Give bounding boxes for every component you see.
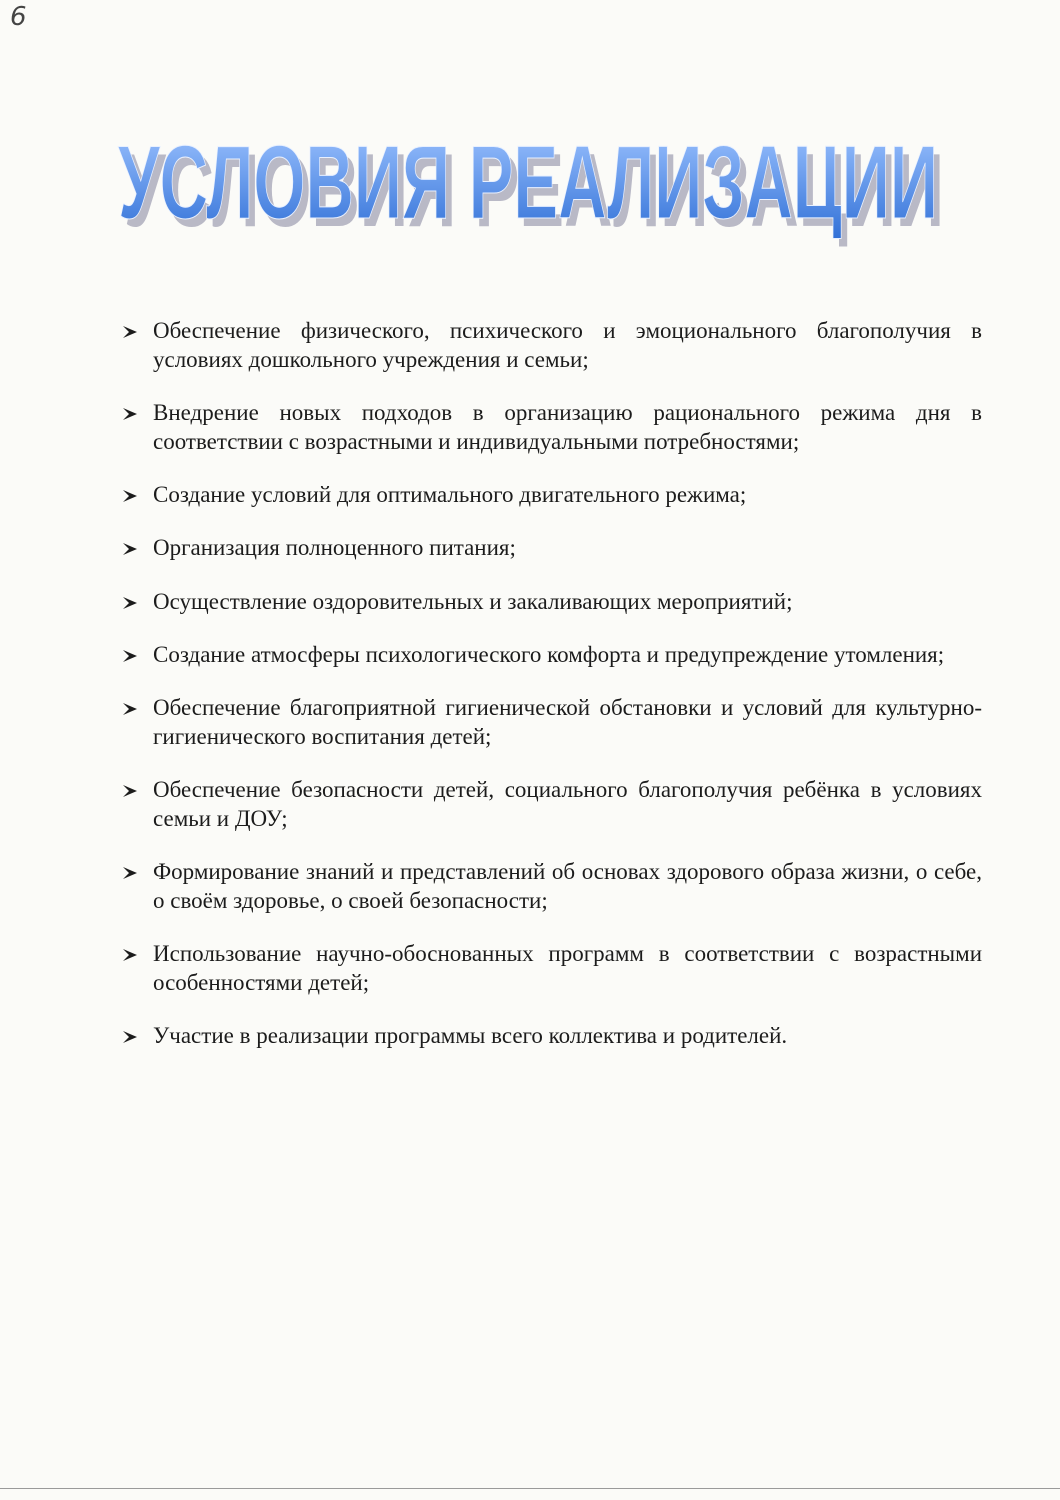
arrowhead-icon — [122, 596, 138, 610]
list-item — [120, 587, 982, 616]
list-item — [120, 693, 982, 751]
arrowhead-icon — [122, 784, 138, 798]
arrowhead-icon — [122, 866, 138, 880]
list-item-text: Обеспечение безопасности детей, социального благополучия ребёнка в условиях семьи и ДОУ; — [153, 777, 982, 831]
list-item — [120, 398, 982, 456]
list-item-text: Участие в реализации программы всего коллектива и родителей. — [153, 1023, 788, 1048]
list-item — [120, 480, 982, 509]
title-shadow-text: УСЛОВИЯ РЕАЛИЗАЦИИ — [124, 133, 944, 249]
page-title — [60, 118, 1000, 268]
scan-edge-divider — [0, 1488, 1060, 1489]
title-wordart — [60, 118, 1000, 268]
list-item-text: Использование научно-обоснованных программ в соответствии с возрастными особенностями детей; — [153, 941, 982, 995]
arrowhead-icon — [122, 489, 138, 503]
list-item — [120, 939, 982, 997]
list-item — [120, 640, 982, 669]
arrowhead-icon — [122, 407, 138, 421]
list-item-text: Организация полноценного питания; — [153, 535, 516, 560]
conditions-list — [120, 316, 982, 1050]
list-item-text: Формирование знаний и представлений об основах здорового образа жизни, о себе, о своём здоровье, о своей безопасности; — [153, 859, 982, 913]
list-item-text: Обеспечение благоприятной гигиенической обстановки и условий для культурно-гигиенического воспитания детей; — [153, 695, 982, 749]
title-text: УСЛОВИЯ РЕАЛИЗАЦИИ — [118, 125, 938, 241]
arrowhead-icon — [122, 325, 138, 339]
arrowhead-icon — [122, 1030, 138, 1044]
arrowhead-icon — [122, 542, 138, 556]
list-item — [120, 533, 982, 562]
list-item-text: Осуществление оздоровительных и закаливающих мероприятий; — [153, 589, 793, 614]
list-item — [120, 316, 982, 374]
arrowhead-icon — [122, 702, 138, 716]
list-item-text: Внедрение новых подходов в организацию рационального режима дня в соответствии с возрастными и индивидуальными потребностями; — [153, 400, 982, 454]
arrowhead-icon — [122, 948, 138, 962]
list-item — [120, 775, 982, 833]
list-item — [120, 857, 982, 915]
arrowhead-icon — [122, 649, 138, 663]
list-item-text: Создание атмосферы психологического комфорта и предупреждение утомления; — [153, 642, 945, 667]
list-item-text: Создание условий для оптимального двигательного режима; — [153, 482, 747, 507]
list-item — [120, 1021, 982, 1050]
list-item-text: Обеспечение физического, психического и эмоционального благополучия в условиях дошкольного учреждения и семьи; — [153, 318, 982, 372]
page-number: 6 — [10, 2, 27, 32]
